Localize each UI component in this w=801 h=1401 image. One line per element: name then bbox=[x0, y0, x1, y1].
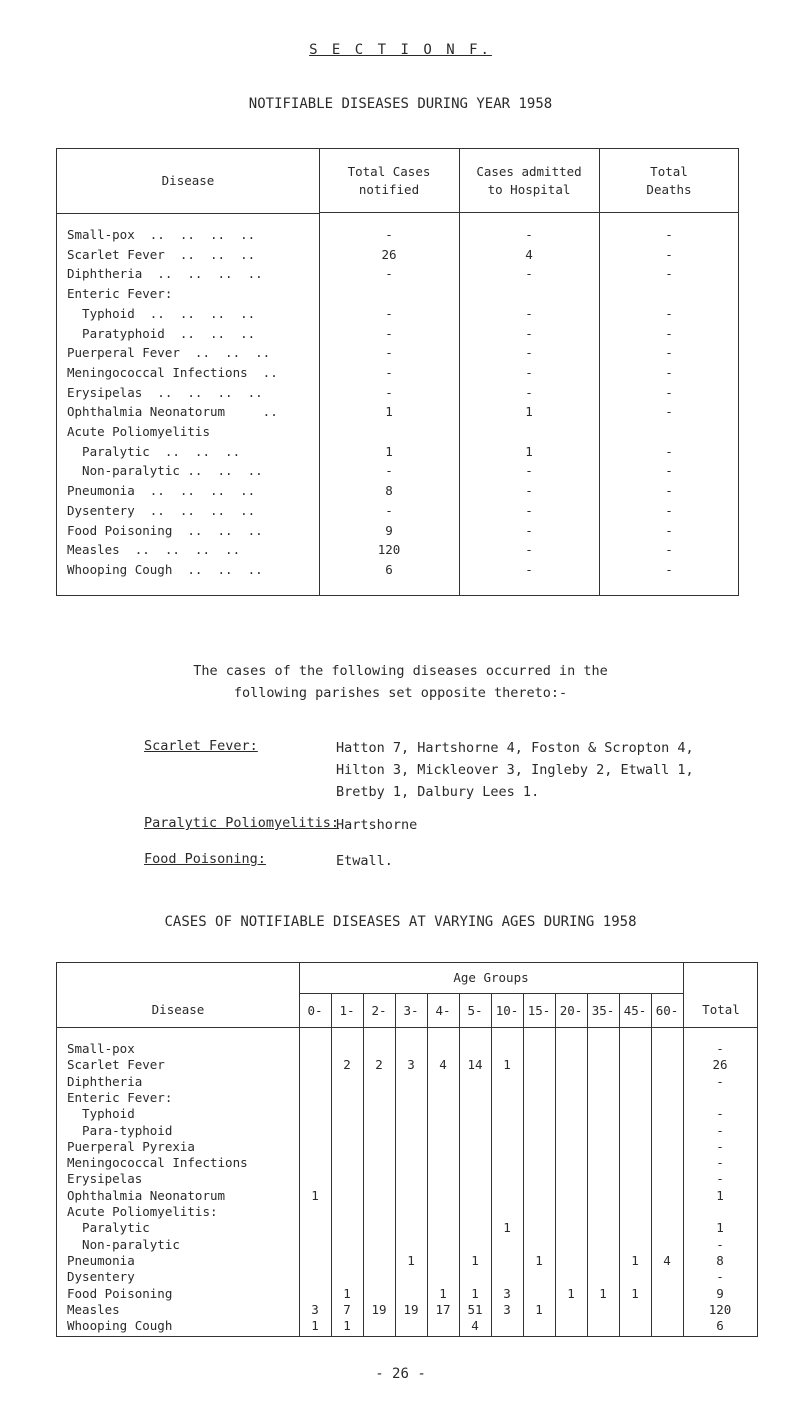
t1-header-deaths: Total Deaths bbox=[599, 149, 739, 213]
t2-row-total: 8 bbox=[716, 1252, 724, 1268]
parish-label-poliomyelitis: Paralytic Poliomyelitis: bbox=[144, 815, 340, 831]
t1-cell-disease: Erysipelas .. .. .. .. bbox=[67, 384, 263, 400]
t2-cell: 1 bbox=[439, 1285, 447, 1301]
t2-row-total: 120 bbox=[708, 1301, 732, 1317]
t2-age-header: 20- bbox=[559, 1003, 583, 1018]
t1-cell-notified: - bbox=[385, 463, 393, 479]
t2-row-total: - bbox=[716, 1171, 724, 1187]
t2-row-total: - bbox=[716, 1073, 724, 1089]
t1-row bbox=[57, 383, 737, 402]
t1-cell-hospital: 1 bbox=[525, 443, 533, 459]
t2-cell: 1 bbox=[599, 1285, 607, 1301]
t2-age-header: 45- bbox=[623, 1003, 647, 1018]
t2-row-disease: Dysentery bbox=[67, 1269, 135, 1285]
t1-cell-disease: Food Poisoning .. .. .. bbox=[67, 522, 263, 538]
t2-column-rule bbox=[523, 993, 524, 1336]
t2-header-total: Total bbox=[702, 1002, 740, 1017]
t1-cell-disease: Acute Poliomyelitis bbox=[67, 424, 210, 439]
t2-row-total: 1 bbox=[716, 1220, 724, 1236]
parish-line: Etwall. bbox=[336, 853, 393, 869]
t1-cell-notified: - bbox=[385, 364, 393, 380]
t1-row bbox=[57, 304, 737, 323]
t1-row bbox=[57, 284, 737, 303]
parish-line: Hartshorne bbox=[336, 817, 418, 833]
page-number: - 26 - bbox=[375, 1366, 426, 1382]
parish-line: Hilton 3, Mickleover 3, Ingleby 2, Etwall 1, bbox=[336, 762, 694, 778]
t1-cell-disease: Puerperal Fever .. .. .. bbox=[67, 345, 271, 361]
t2-cell: 1 bbox=[471, 1285, 479, 1301]
t1-cell-hospital: - bbox=[525, 227, 533, 242]
t2-age-header: 2- bbox=[371, 1003, 387, 1018]
t1-row bbox=[57, 461, 737, 480]
t2-cell: 3 bbox=[311, 1301, 319, 1317]
t2-row-total: 26 bbox=[712, 1057, 728, 1073]
t1-cell-notified: - bbox=[385, 384, 393, 400]
t1-cell-hospital: 4 bbox=[525, 246, 533, 262]
t1-cell-deaths: - bbox=[665, 483, 673, 499]
t1-header-hospital: Cases admitted to Hospital bbox=[459, 149, 599, 213]
t1-cell-hospital: - bbox=[525, 522, 533, 538]
t2-row-disease: Puerperal Pyrexia bbox=[67, 1138, 195, 1154]
t2-row-disease: Small-pox bbox=[67, 1041, 135, 1056]
t1-cell-disease: Ophthalmia Neonatorum .. bbox=[67, 404, 278, 420]
t2-cell: 1 bbox=[311, 1187, 319, 1203]
t2-cell: 4 bbox=[471, 1318, 479, 1334]
t2-row-disease: Paralytic bbox=[67, 1220, 150, 1236]
t2-age-header: 35- bbox=[591, 1003, 615, 1018]
t2-header-rule bbox=[57, 1027, 757, 1028]
t1-cell-disease: Paralytic .. .. .. bbox=[67, 443, 241, 459]
t1-cell-disease: Enteric Fever: bbox=[67, 286, 173, 302]
parishes-intro-line: following parishes set opposite thereto:- bbox=[233, 685, 568, 701]
t1-row bbox=[57, 481, 737, 500]
t1-cell-notified: - bbox=[385, 325, 393, 341]
t1-cell-notified: - bbox=[385, 502, 393, 518]
t2-cell: 2 bbox=[375, 1057, 383, 1073]
t1-cell-disease: Small-pox .. .. .. .. bbox=[67, 227, 256, 242]
t1-cell-hospital: 1 bbox=[525, 404, 533, 420]
parish-list-scarlet-fever bbox=[336, 737, 776, 803]
t2-row-total: 9 bbox=[716, 1285, 724, 1301]
t1-cell-hospital: - bbox=[525, 384, 533, 400]
parish-label-food-poisoning: Food Poisoning: bbox=[144, 851, 266, 867]
t1-cell-notified: 120 bbox=[377, 542, 401, 558]
t2-row-total: 6 bbox=[716, 1318, 724, 1334]
t1-row bbox=[57, 540, 737, 559]
t1-cell-deaths: - bbox=[665, 384, 673, 400]
t2-cell: 19 bbox=[403, 1301, 419, 1317]
t2-age-header: 60- bbox=[655, 1003, 679, 1018]
t2-age-header: 0- bbox=[307, 1003, 323, 1018]
t2-cell: 1 bbox=[535, 1252, 543, 1268]
t2-cell: 1 bbox=[407, 1252, 415, 1268]
t1-cell-disease: Whooping Cough .. .. .. bbox=[67, 561, 263, 577]
t2-row-total: - bbox=[716, 1106, 724, 1122]
t2-cell: 17 bbox=[435, 1301, 451, 1317]
t2-row-disease: Non-paralytic bbox=[67, 1236, 180, 1252]
t1-cell-hospital: - bbox=[525, 561, 533, 577]
t2-cell: 14 bbox=[467, 1057, 483, 1073]
t2-cell: 7 bbox=[343, 1301, 351, 1317]
parishes-intro-line: The cases of the following diseases occurred in the bbox=[193, 663, 608, 679]
t1-cell-hospital: - bbox=[525, 364, 533, 380]
t2-cell: 4 bbox=[439, 1057, 447, 1073]
t2-row-disease: Acute Poliomyelitis: bbox=[67, 1204, 218, 1219]
t2-row-disease: Meningococcal Infections bbox=[67, 1155, 248, 1171]
t1-row bbox=[57, 264, 737, 283]
t2-cell: 51 bbox=[467, 1301, 483, 1317]
t2-cell: 1 bbox=[471, 1252, 479, 1268]
t2-row-disease: Pneumonia bbox=[67, 1252, 135, 1268]
t1-cell-deaths: - bbox=[665, 227, 673, 242]
t1-cell-hospital: - bbox=[525, 542, 533, 558]
t1-cell-deaths: - bbox=[665, 404, 673, 420]
t1-cell-hospital: - bbox=[525, 463, 533, 479]
t2-row-total: - bbox=[716, 1236, 724, 1252]
age-groups-table bbox=[56, 962, 758, 1337]
t1-cell-deaths: - bbox=[665, 542, 673, 558]
t1-row bbox=[57, 560, 737, 579]
t1-cell-notified: - bbox=[385, 345, 393, 361]
t2-row-disease: Measles bbox=[67, 1301, 120, 1317]
t1-cell-deaths: - bbox=[665, 502, 673, 518]
t2-row-total: - bbox=[716, 1155, 724, 1171]
t1-cell-notified: 9 bbox=[385, 522, 393, 538]
t1-cell-disease: Measles .. .. .. .. bbox=[67, 542, 241, 558]
t1-cell-hospital: - bbox=[525, 502, 533, 518]
t1-header-notified: Total Cases notified bbox=[319, 149, 459, 213]
t2-cell: 1 bbox=[631, 1285, 639, 1301]
t2-age-header: 5- bbox=[467, 1003, 483, 1018]
t2-row-disease: Enteric Fever: bbox=[67, 1089, 173, 1105]
t2-column-rule bbox=[395, 993, 396, 1336]
parishes-intro bbox=[0, 660, 801, 704]
t1-cell-deaths: - bbox=[665, 305, 673, 321]
t1-cell-deaths: - bbox=[665, 522, 673, 538]
t2-column-rule bbox=[363, 993, 364, 1336]
t1-header-disease: Disease bbox=[57, 149, 319, 214]
t1-row bbox=[57, 343, 737, 362]
t1-cell-deaths: - bbox=[665, 561, 673, 577]
t1-cell-notified: 6 bbox=[385, 561, 393, 577]
t1-row bbox=[57, 324, 737, 343]
t2-cell: 3 bbox=[407, 1057, 415, 1073]
t2-cell: 1 bbox=[503, 1220, 511, 1236]
table1-title: NOTIFIABLE DISEASES DURING YEAR 1958 bbox=[248, 96, 553, 112]
t2-cell: 1 bbox=[631, 1252, 639, 1268]
t1-row bbox=[57, 422, 737, 441]
t2-age-header: 15- bbox=[527, 1003, 551, 1018]
t2-cell: 1 bbox=[311, 1318, 319, 1334]
t2-cell: 1 bbox=[343, 1285, 351, 1301]
t2-age-header: 4- bbox=[435, 1003, 451, 1018]
t2-header-disease: Disease bbox=[151, 1002, 205, 1017]
t2-age-header: 3- bbox=[403, 1003, 419, 1018]
t1-row bbox=[57, 442, 737, 461]
parish-line: Hatton 7, Hartshorne 4, Foston & Scropton 4, bbox=[336, 740, 694, 756]
t1-row bbox=[57, 501, 737, 520]
t1-cell-notified: 1 bbox=[385, 404, 393, 420]
t1-cell-disease: Meningococcal Infections .. bbox=[67, 364, 278, 380]
t1-cell-hospital: - bbox=[525, 305, 533, 321]
t2-cell: 1 bbox=[567, 1285, 575, 1301]
t1-cell-notified: - bbox=[385, 227, 393, 242]
t2-row-total: - bbox=[716, 1041, 724, 1056]
t2-cell: 1 bbox=[503, 1057, 511, 1073]
t1-cell-deaths: - bbox=[665, 246, 673, 262]
t1-cell-deaths: - bbox=[665, 463, 673, 479]
t2-row-disease: Food Poisoning bbox=[67, 1285, 173, 1301]
t1-cell-deaths: - bbox=[665, 325, 673, 341]
t1-cell-notified: 8 bbox=[385, 483, 393, 499]
t2-cell: 4 bbox=[663, 1252, 671, 1268]
t1-row bbox=[57, 245, 737, 264]
parish-label-scarlet-fever: Scarlet Fever: bbox=[144, 738, 258, 754]
notifiable-diseases-table bbox=[56, 148, 739, 596]
t2-cell: 2 bbox=[343, 1057, 351, 1073]
t1-cell-disease: Paratyphoid .. .. .. bbox=[67, 325, 256, 341]
t2-row-disease: Scarlet Fever bbox=[67, 1057, 165, 1073]
t2-row-total: 1 bbox=[716, 1187, 724, 1203]
t2-age-header: 1- bbox=[339, 1003, 355, 1018]
t1-cell-deaths: - bbox=[665, 345, 673, 361]
t2-row-disease: Ophthalmia Neonatorum bbox=[67, 1187, 226, 1203]
t1-cell-hospital: - bbox=[525, 266, 533, 282]
t2-row-disease: Typhoid bbox=[67, 1106, 135, 1122]
t1-cell-deaths: - bbox=[665, 266, 673, 282]
t2-cell: 3 bbox=[503, 1301, 511, 1317]
t1-cell-disease: Non-paralytic .. .. .. bbox=[67, 463, 263, 479]
t1-cell-deaths: - bbox=[665, 443, 673, 459]
t1-cell-notified: - bbox=[385, 266, 393, 282]
table2-title: CASES OF NOTIFIABLE DISEASES AT VARYING AGES DURING 1958 bbox=[164, 914, 637, 930]
t1-cell-notified: 1 bbox=[385, 443, 393, 459]
t2-row-disease: Whooping Cough bbox=[67, 1318, 173, 1334]
t2-cell: 19 bbox=[371, 1301, 387, 1317]
t2-row-total: - bbox=[716, 1269, 724, 1285]
t1-cell-deaths: - bbox=[665, 364, 673, 380]
t2-cell: 1 bbox=[343, 1318, 351, 1334]
parish-list-food-poisoning bbox=[336, 850, 776, 872]
t1-cell-notified: 26 bbox=[381, 246, 397, 262]
t2-column-rule bbox=[651, 993, 652, 1336]
t1-row bbox=[57, 402, 737, 421]
t2-row-disease: Diphtheria bbox=[67, 1073, 143, 1089]
t1-cell-hospital: - bbox=[525, 345, 533, 361]
t2-row-disease: Para-typhoid bbox=[67, 1122, 173, 1138]
t1-cell-disease: Typhoid .. .. .. .. bbox=[67, 305, 256, 321]
t1-row bbox=[57, 521, 737, 540]
t1-cell-hospital: - bbox=[525, 483, 533, 499]
t2-age-header: 10- bbox=[495, 1003, 519, 1018]
section-title: S E C T I O N F. bbox=[309, 42, 492, 58]
t2-header-age-groups: Age Groups bbox=[453, 970, 529, 985]
t1-cell-hospital: - bbox=[525, 325, 533, 341]
t1-cell-disease: Scarlet Fever .. .. .. bbox=[67, 246, 256, 262]
t2-cell: 1 bbox=[535, 1301, 543, 1317]
parish-line: Bretby 1, Dalbury Lees 1. bbox=[336, 784, 540, 800]
t1-row bbox=[57, 363, 737, 382]
t2-row-total: - bbox=[716, 1122, 724, 1138]
t2-row-disease: Erysipelas bbox=[67, 1171, 143, 1187]
t1-row bbox=[57, 225, 737, 244]
t2-cell: 3 bbox=[503, 1285, 511, 1301]
t1-cell-disease: Pneumonia .. .. .. .. bbox=[67, 483, 256, 499]
t2-row-total: - bbox=[716, 1138, 724, 1154]
t1-cell-disease: Diphtheria .. .. .. .. bbox=[67, 266, 263, 282]
t1-cell-disease: Dysentery .. .. .. .. bbox=[67, 502, 256, 518]
t1-cell-notified: - bbox=[385, 305, 393, 321]
parish-list-poliomyelitis bbox=[336, 814, 776, 836]
